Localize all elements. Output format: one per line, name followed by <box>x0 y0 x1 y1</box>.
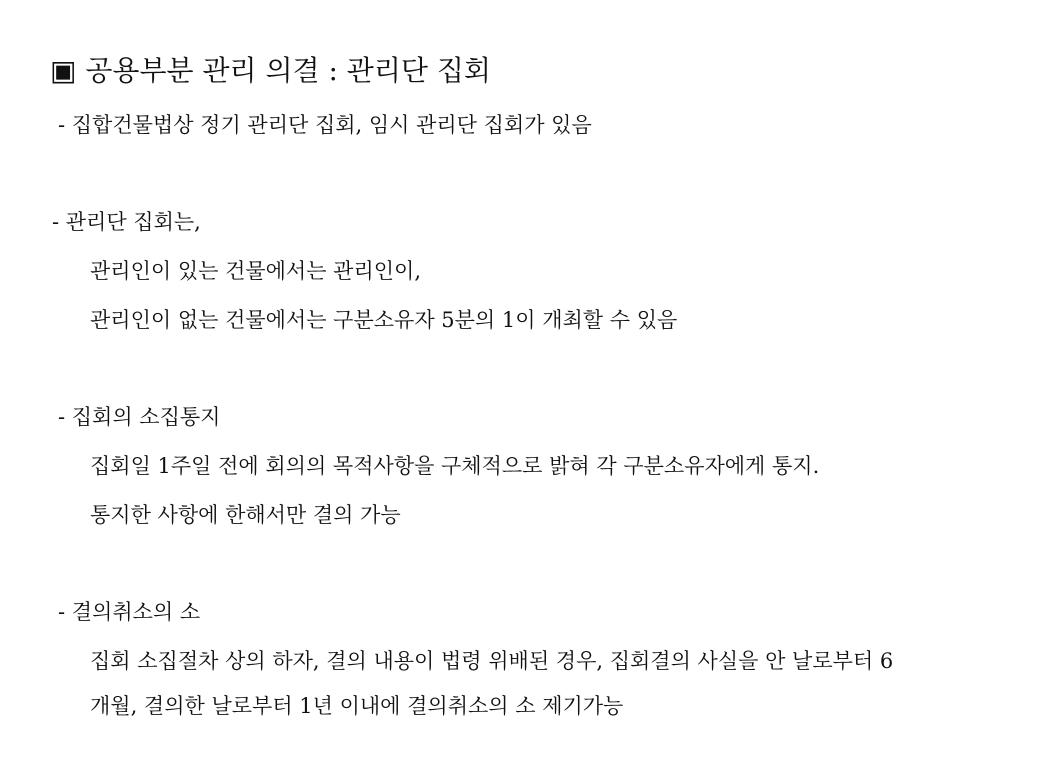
section-3-line-2: 통지한 사항에 한해서만 결의 가능 <box>90 503 401 527</box>
section-2-heading: - 관리단 집회는, <box>52 210 201 234</box>
section-3-heading: - 집회의 소집통지 <box>58 405 221 429</box>
section-2-line-2: 관리인이 없는 건물에서는 구분소유자 5분의 1이 개최할 수 있음 <box>90 308 678 332</box>
section-1-heading: - 집합건물법상 정기 관리단 집회, 임시 관리단 집회가 있음 <box>58 113 592 137</box>
section-2-line-1: 관리인이 있는 건물에서는 관리인이, <box>90 259 421 283</box>
section-4-line-2: 개월, 결의한 날로부터 1년 이내에 결의취소의 소 제기가능 <box>90 694 624 718</box>
section-4-heading: - 결의취소의 소 <box>58 600 201 624</box>
section-4-line-1: 집회 소집절차 상의 하자, 결의 내용이 법령 위배된 경우, 집회결의 사실을 안 날로부터 6 <box>90 649 894 673</box>
section-3-line-1: 집회일 1주일 전에 회의의 목적사항을 구체적으로 밝혀 각 구분소유자에게 통지. <box>90 454 820 478</box>
slide-title: ▣ 공용부분 관리 의결 : 관리단 집회 <box>50 54 491 87</box>
